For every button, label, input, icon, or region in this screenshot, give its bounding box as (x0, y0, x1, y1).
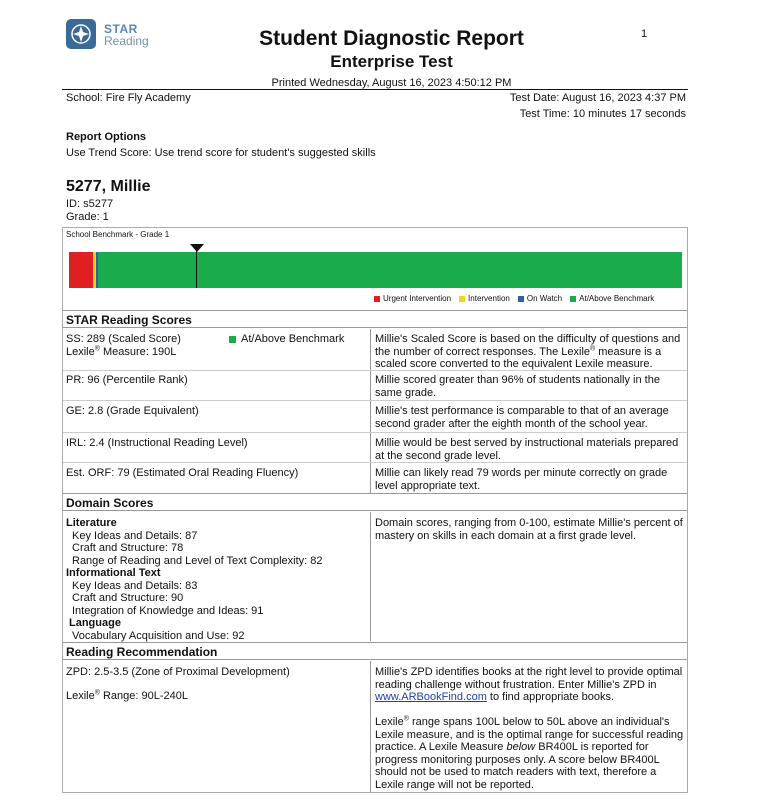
percentile-rank-description: Millie scored greater than 96% of students nationally in the same grade. (375, 374, 660, 399)
test-date: Test Date: August 16, 2023 4:37 PM (509, 92, 686, 104)
domain-item: Key Ideas and Details: 87 (72, 529, 198, 542)
lexile-range-description: Lexile® range spans 100L below to 50L above an individual's Lexile measure, and is the optimal range for successful reading practice. A Lexile Measure below BR400L is reported for progress monitoring purposes only. A score below BR400L should not be used to match readers with text, therefore a Lexile range will not be reported. (375, 715, 684, 791)
domain-item: Vocabulary Acquisition and Use: 92 (72, 629, 245, 642)
legend-item: Intervention (459, 294, 510, 303)
benchmark-segment (98, 252, 682, 288)
domain-list (66, 517, 323, 642)
report-options-heading: Report Options (66, 131, 147, 143)
legend-swatch-icon (518, 296, 524, 302)
instructional-reading-level: IRL: 2.4 (Instructional Reading Level) (66, 437, 248, 449)
reading-scores-heading: STAR Reading Scores (63, 310, 687, 328)
report-options-text: Use Trend Score: Use trend score for student's suggested skills (66, 147, 376, 159)
domain-item: Integration of Knowledge and Ideas: 91 (72, 604, 264, 617)
benchmark-swatch-icon (229, 336, 236, 343)
legend-swatch-icon (374, 296, 380, 302)
student-name: 5277, Millie (66, 178, 151, 195)
score-marker-line (196, 248, 197, 288)
legend-item: At/Above Benchmark (570, 294, 654, 303)
arbookfind-link[interactable]: www.ARBookFind.com (375, 691, 487, 703)
domain-literature: Literature (66, 517, 117, 529)
benchmark-label: School Benchmark - Grade 1 (66, 230, 170, 239)
legend-item: Urgent Intervention (374, 294, 451, 303)
header-divider (62, 89, 688, 90)
school-name: School: Fire Fly Academy (66, 92, 191, 104)
scaled-score: SS: 289 (Scaled Score) (66, 333, 181, 345)
legend-swatch-icon (459, 296, 465, 302)
column-divider (370, 329, 371, 493)
benchmark-legend (374, 294, 654, 303)
domain-item: Craft and Structure: 78 (72, 542, 184, 554)
report-title: Student Diagnostic Report (259, 27, 524, 50)
student-grade: Grade: 1 (66, 211, 109, 223)
test-time: Test Time: 10 minutes 17 seconds (519, 108, 686, 120)
estimated-oral-reading-fluency-description: Millie can likely read 79 words per minute correctly on grade level appropriate text. (375, 467, 668, 492)
lexile-range: Lexile® Range: 90L-240L (66, 689, 188, 702)
legend-swatch-icon (570, 296, 576, 302)
grade-equivalent: GE: 2.8 (Grade Equivalent) (66, 405, 199, 417)
benchmark-bar (69, 252, 682, 288)
benchmark-segment (69, 252, 93, 288)
domain-informational-text: Informational Text (66, 567, 161, 579)
grade-equivalent-description: Millie's test performance is comparable to that of an average second grader after the eighth month of the school year. (375, 405, 669, 430)
lexile-measure: Lexile® Measure: 190L (66, 345, 177, 358)
domain-language: Language (69, 617, 121, 629)
row-divider (63, 432, 687, 433)
scaled-score-description: Millie's Scaled Score is based on the difficulty of questions and the number of correct responses. The Lexile® measure is a scaled score converted to the equivalent Lexile measure. (375, 333, 681, 370)
student-id: ID: s5277 (66, 198, 114, 210)
domain-scores-heading: Domain Scores (63, 493, 687, 511)
column-divider (370, 661, 371, 792)
zpd-description: Millie's ZPD identifies books at the right level to provide optimal reading challenge without frustration. Enter Millie's ZPD in www.ARBookFind.com to find appropriate books. (375, 666, 683, 703)
logo-star-text: STAR (104, 22, 138, 36)
estimated-oral-reading-fluency: Est. ORF: 79 (Estimated Oral Reading Fluency) (66, 467, 299, 479)
column-divider (370, 512, 371, 641)
page-number: 1 (641, 28, 648, 40)
scaled-score-benchmark: At/Above Benchmark (229, 333, 344, 346)
report-subtitle: Enterprise Test (330, 52, 453, 71)
printed-date: Printed Wednesday, August 16, 2023 4:50:12 PM (271, 77, 512, 89)
percentile-rank: PR: 96 (Percentile Rank) (66, 374, 188, 386)
logo-reading-text: Reading (104, 34, 149, 48)
domain-scores-description: Domain scores, ranging from 0-100, estimate Millie's percent of mastery on skills in each domain at a first grade level. (375, 517, 683, 542)
domain-item: Craft and Structure: 90 (72, 592, 184, 604)
domain-item: Range of Reading and Level of Text Complexity: 82 (72, 554, 323, 567)
row-divider (63, 462, 687, 463)
domain-item: Key Ideas and Details: 83 (72, 579, 198, 592)
legend-item: On Watch (518, 294, 562, 303)
reading-recommendation-heading: Reading Recommendation (63, 642, 687, 660)
row-divider (63, 400, 687, 401)
row-divider (63, 370, 687, 371)
instructional-reading-level-description: Millie would be best served by instructional materials prepared at the second grade level. (375, 437, 679, 462)
score-marker-icon (190, 244, 204, 252)
zpd-range: ZPD: 2.5-3.5 (Zone of Proximal Development) (66, 666, 290, 678)
